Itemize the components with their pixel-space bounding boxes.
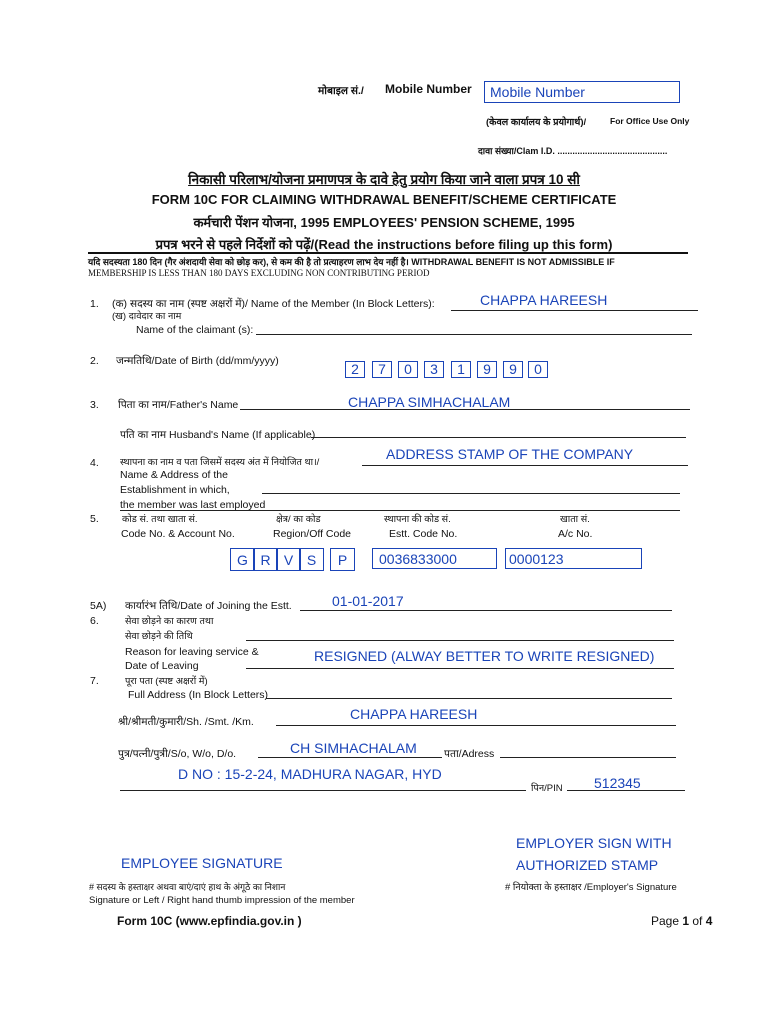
claimant-label: Name of the claimant (s): <box>136 324 254 336</box>
region-code-label: Region/Off Code <box>273 528 352 540</box>
full-address-line[interactable] <box>266 698 672 699</box>
address-label: पता/Adress <box>444 748 495 760</box>
field-2-number: 2. <box>90 355 99 367</box>
title-rule <box>88 252 688 254</box>
region-letter-box[interactable]: P <box>330 548 355 571</box>
address-line-2 <box>120 790 526 791</box>
office-use-hindi: (केवल कार्यालय के प्रयोगार्थ)/ <box>486 117 587 128</box>
instructions-title: प्रपत्र भरने से पहले निर्देशों को पढ़ें/(Read the instructions before filing up this form) <box>155 237 613 252</box>
husband-name-label: पति का नाम Husband's Name (If applicable) <box>120 429 316 441</box>
establishment-line-3[interactable] <box>120 510 680 511</box>
joining-date-value[interactable]: 01-01-2017 <box>332 593 404 609</box>
establishment-label-1: Name & Address of the <box>120 469 228 481</box>
scheme-title: कर्मचारी पेंशन योजना, 1995 EMPLOYEES' PENSION SCHEME, 1995 <box>193 215 575 230</box>
claim-id: दावा संख्या/Clam I.D. ............................................ <box>478 146 668 156</box>
estt-code-field[interactable] <box>372 548 497 569</box>
field-5a-number: 5A) <box>90 600 107 612</box>
mobile-number-field[interactable] <box>484 81 680 103</box>
hindi-title: निकासी परिलाभ/योजना प्रमाणपत्र के दावे हेतु प्रयोग किया जाने वाला प्रपत्र 10 सी <box>188 172 580 187</box>
note-line-1: यदि सदस्यता 180 दिन (गैर अंशदायी सेवा को छोड़ कर), से कम की है तो प्रत्याहरण लाभ देय नहीं है। WITHDRAWAL BENEFIT IS NOT ADMISSIBLE IF <box>88 257 615 267</box>
leaving-reason-line-1[interactable] <box>246 640 674 641</box>
region-code-hindi: क्षेत्र/ का कोड <box>276 514 321 525</box>
form-title: FORM 10C FOR CLAIMING WITHDRAWAL BENEFIT/SCHEME CERTIFICATE <box>151 192 617 207</box>
note-line-2: MEMBERSHIP IS LESS THAN 180 DAYS EXCLUDING NON CONTRIBUTING PERIOD <box>88 268 430 278</box>
field-5-number: 5. <box>90 513 99 525</box>
field-1-label: (क) सदस्य का नाम (स्पष्ट अक्षरों में)/ Name of the Member (In Block Letters): <box>112 298 435 310</box>
region-letter-box[interactable]: G <box>230 548 255 571</box>
establishment-hindi: स्थापना का नाम व पता जिसमें सदस्य अंत में नियोजित था।/ <box>120 457 320 468</box>
dob-digit[interactable]: 2 <box>345 361 365 378</box>
page-total: 4 <box>705 914 713 928</box>
leaving-reason-value[interactable]: RESIGNED (ALWAY BETTER TO WRITE RESIGNED) <box>314 648 655 664</box>
full-address-hindi: पूरा पता (स्पष्ट अक्षरों में) <box>125 676 208 687</box>
employee-signature-label: Signature or Left / Right hand thumb impression of the member <box>89 895 355 906</box>
relation-line <box>258 757 442 758</box>
employer-signature-value-2[interactable]: AUTHORIZED STAMP <box>516 857 659 873</box>
leaving-reason-line-2 <box>246 668 674 669</box>
employee-signature-hindi: # सदस्य के हस्ताक्षर अथवा बाएं/दाएं हाथ के अंगूठे का निशान <box>89 882 286 892</box>
field-1-number: 1. <box>90 298 99 310</box>
page-of: of <box>689 914 706 928</box>
page-indicator <box>651 914 712 928</box>
dob-digit[interactable]: 3 <box>424 361 444 378</box>
joining-date-line <box>300 610 672 611</box>
employee-signature-value[interactable]: EMPLOYEE SIGNATURE <box>121 855 283 871</box>
form-reference: Form 10C (www.epfindia.gov.in ) <box>117 914 302 928</box>
estt-code-hindi: स्थापना की कोड सं. <box>384 514 451 525</box>
ac-no-hindi: खाता सं. <box>560 514 590 525</box>
employer-signature-label: # नियोक्ता के हस्ताक्षर /Employer's Signature <box>505 882 677 893</box>
dob-digit[interactable]: 1 <box>451 361 471 378</box>
husband-name-line[interactable] <box>311 437 686 438</box>
region-letter-box[interactable]: V <box>276 548 301 571</box>
full-address-label: Full Address (In Block Letters) <box>128 689 269 701</box>
establishment-line-1 <box>362 465 688 466</box>
establishment-value[interactable]: ADDRESS STAMP OF THE COMPANY <box>386 446 634 462</box>
name-prefix-label: श्री/श्रीमती/कुमारी/Sh. /Smt. /Km. <box>118 716 254 728</box>
field-1-line <box>451 310 698 311</box>
relation-label: पुत्र/पत्नी/पुत्री/S/o, W/o, D/o. <box>118 748 237 760</box>
field-1b-label: (ख) दावेदार का नाम <box>112 311 182 322</box>
father-name-value[interactable]: CHAPPA SIMHACHALAM <box>348 394 511 410</box>
account-number-value: 0000123 <box>509 550 564 567</box>
region-letter-box[interactable]: S <box>299 548 324 571</box>
leaving-reason-label-1: Reason for leaving service & <box>125 646 259 658</box>
establishment-line-2[interactable] <box>262 493 680 494</box>
address-name-value[interactable]: CHAPPA HAREESH <box>350 706 478 722</box>
joining-date-label: कार्यारंभ तिथि/Date of Joining the Estt. <box>125 600 292 612</box>
pin-label: पिन/PIN <box>531 783 563 794</box>
dob-digit[interactable]: 7 <box>372 361 392 378</box>
ac-no-label: A/c No. <box>558 528 593 540</box>
relation-value[interactable]: CH SIMHACHALAM <box>290 740 417 756</box>
field-4-number: 4. <box>90 457 99 469</box>
mobile-label: Mobile Number <box>385 82 472 96</box>
mobile-label-hindi: मोबाइल सं./ <box>318 85 364 97</box>
leaving-reason-hindi-2: सेवा छोड़ने की तिथि <box>125 631 193 642</box>
office-use-label: For Office Use Only <box>610 116 690 126</box>
member-name-value[interactable]: CHAPPA HAREESH <box>480 292 608 308</box>
pin-value[interactable]: 512345 <box>594 775 641 791</box>
dob-digit[interactable]: 0 <box>528 361 548 378</box>
leaving-reason-label-2: Date of Leaving <box>125 660 199 672</box>
address-line[interactable] <box>500 757 676 758</box>
field-3-number: 3. <box>90 399 99 411</box>
leaving-reason-hindi-1: सेवा छोड़ने का कारण तथा <box>125 616 214 627</box>
estt-code-value: 0036833000 <box>379 550 457 567</box>
address-value[interactable]: D NO : 15-2-24, MADHURA NAGAR, HYD <box>178 766 442 782</box>
field-6-number: 6. <box>90 615 99 627</box>
establishment-label-3: the member was last employed <box>120 499 266 511</box>
page-prefix: Page <box>651 914 683 928</box>
estt-code-label: Estt. Code No. <box>389 528 458 540</box>
mobile-number-value: Mobile Number <box>490 84 585 100</box>
page-number: 1 <box>682 914 690 928</box>
dob-digit[interactable]: 0 <box>398 361 418 378</box>
dob-digit[interactable]: 9 <box>503 361 523 378</box>
code-account-hindi: कोड सं. तथा खाता सं. <box>122 514 198 525</box>
claimant-line[interactable] <box>256 334 692 335</box>
region-letter-box[interactable]: R <box>253 548 278 571</box>
father-name-label: पिता का नाम/Father's Name <box>118 399 239 411</box>
code-account-label: Code No. & Account No. <box>121 528 235 540</box>
establishment-label-2: Establishment in which, <box>120 484 230 496</box>
dob-label: जन्मतिथि/Date of Birth (dd/mm/yyyy) <box>116 355 279 367</box>
account-number-field[interactable] <box>505 548 642 569</box>
dob-digit[interactable]: 9 <box>477 361 497 378</box>
name-line <box>276 725 676 726</box>
field-7-number: 7. <box>90 675 99 687</box>
employer-signature-value-1[interactable]: EMPLOYER SIGN WITH <box>516 835 672 851</box>
